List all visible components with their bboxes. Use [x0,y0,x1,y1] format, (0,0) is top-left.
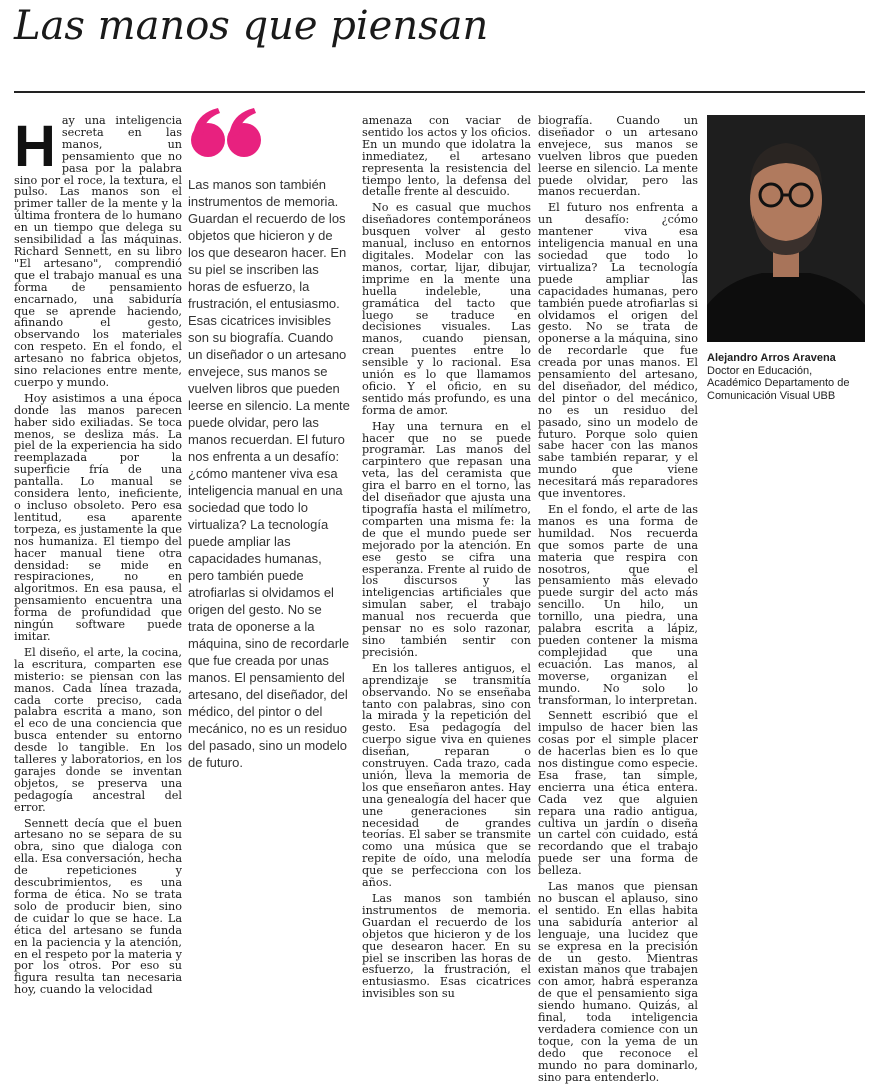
author-name: Alejandro Arros Aravena [707,352,836,364]
author-credential: Académico Departamento de [707,377,850,389]
paragraph: No es casual que muchos diseñadores contemporáneos busquen volver al gesto manual, incluso en entornos digitales. Modelar con las manos, cortar, lijar, dibujar, imprime en la mente una huella indeleble, una gramática del tacto que luego se traduce en decisiones visuales. Las manos, cuando piensan, crean puentes entre lo sensible y lo racional. Esa unión es lo que llamamos oficio. Y el oficio, en su sentido más profundo, es una forma de amor. [362,201,531,417]
column-1 [14,115,182,1000]
paragraph: El diseño, el arte, la cocina, la escritura, comparten ese misterio: se piensan con las manos. Cada línea trazada, cada corte preciso, cada palabra escrita a mano, son el eco de una conciencia que busca entender su entorno desde lo tangible. En los talleres y laboratorios, en los garajes donde se inventan objetos, se preserva una pedagogía ancestral del error. [14,645,182,814]
drop-cap: H [14,114,56,179]
quote-mark-icon [188,104,264,160]
paragraph: amenaza con vaciar de sentido los actos y los oficios. En un mundo que idolatra la inmediatez, el artesano representa la resistencia del tiempo lento, la defensa del detalle frente al descuido. [362,114,531,199]
author-photo [707,115,865,342]
article-title: Las manos que piensan [14,3,489,49]
author-credential: Doctor en Educación, [707,364,813,377]
paragraph: En el fondo, el arte de las manos es una forma de humildad. Nos recuerda que somos parte de una materia que respira con nosotros, que el pensamiento más elevado puede surgir del acto más sencillo. Un hilo, un tornillo, una piedra, una palabra escrita a lápiz, pueden contener la misma complejidad que una ecuación. Las manos, al moverse, organizan el mundo. No solo lo transforman, lo interpretan. [538,503,698,707]
author-byline [707,352,867,402]
column-4 [538,115,698,1088]
pull-quote: Las manos son también instrumentos de memoria. Guardan el recuerdo de los objetos que hicieron y de los que desearon hacer. En su piel se inscriben las horas de esfuerzo, la frustración, el entusiasmo. Esas cicatrices invisibles son su biografía. Cuando un diseñador o un artesano envejece, sus manos se vuelven libros que pueden leerse en silencio. La mente puede olvidar, pero las manos recuerdan. El futuro nos enfrenta a un desafío: ¿cómo mantener viva esa inteligencia manual en una sociedad que todo lo virtualiza? La tecnología puede ampliar las capacidades humanas, pero también puede atrofiarlas si olvidamos el origen del gesto. No se trata de oponerse a la máquina, sino de recordarle que fue creada por unas manos. El pensamiento del artesano, del diseñador, del médico, del pintor o del mecánico, no es un residuo del pasado, sino un modelo de futuro. [188,177,350,770]
column-3 [362,115,531,1004]
author-credential: Comunicación Visual UBB [707,389,836,402]
author-portrait-icon [707,115,865,342]
paragraph: biografía. Cuando un diseñador o un artesano envejece, sus manos se vuelven libros que pueden leerse en silencio. La mente puede olvidar, pero las manos recuerdan. [538,114,698,199]
paragraph: Las manos que piensan no buscan el aplauso, sino el sentido. En ellas habita una sabiduría anterior al lenguaje, una lucidez que se expresa en la precisión de un gesto. Mientras existan manos que trabajen con amor, habrá esperanza de que el pensamiento siga siendo humano. Quizás, al final, toda inteligencia verdadera comience con un toque, con la yema de un dedo que reconoce el mundo no para dominarlo, sino para entenderlo. [538,880,698,1084]
paragraph: Hoy asistimos a una época donde las manos parecen haber sido exiliadas. Se toca menos, se desliza más. La piel de la experiencia ha sido reemplazada por la superficie fría de una pantalla. Lo manual se considera lento, ineficiente, o incluso obsoleto. Pero esa lentitud, esa aparente torpeza, es justamente la que nos humaniza. El tiempo del hacer manual tiene otra densidad: se mide en respiraciones, no en algoritmos. En esa pausa, el pensamiento encuentra una forma de profundidad que ningún software puede imitar. [14,391,182,643]
paragraph: El futuro nos enfrenta a un desafío: ¿cómo mantener viva esa inteligencia manual en una sociedad que todo lo virtualiza? La tecnología puede ampliar las capacidades humanas, pero también puede atrofiarlas si olvidamos el origen del gesto. No se trata de oponerse a la máquina, sino de recordarle que fue creada por unas manos. El pensamiento del artesano, del diseñador, del médico, del pintor o del mecánico, no es un residuo del pasado, sino un modelo de futuro. Porque solo quien sabe hacer con las manos sabe también reparar, y el mundo que viene necesitará más reparadores que inventores. [538,201,698,501]
paragraph: En los talleres antiguos, el aprendizaje se transmitía observando. No se enseñaba tanto con palabras, sino con la mirada y la repetición del gesto. Esa pedagogía del cuerpo sigue viva en quienes diseñan, reparan o construyen. Cada trazo, cada unión, lleva la memoria de los que enseñaron antes. Hay una genealogía del hacer que une generaciones sin necesidad de grandes teorías. El saber se transmite como una música que se repite de oído, una melodía que se perfecciona con los años. [362,661,531,890]
paragraph: Las manos son también instrumentos de memoria. Guardan el recuerdo de los objetos que hicieron y de los que desearon hacer. En su piel se inscriben las horas de esfuerzo, la frustración, el entusiasmo. Esas cicatrices invisibles son su [362,892,531,1001]
title-divider [14,91,865,93]
paragraph: Sennett decía que el buen artesano no se separa de su obra, sino que dialoga con ella. Esa conversación, hecha de repeticiones y descubrimientos, es una forma de ética. No se trata solo de producir bien, sino de cuidar lo que se hace. La ética del artesano se funda en la paciencia y la atención, en el respeto por la materia y por los otros. Por eso su figura resulta tan necesaria hoy, cuando la velocidad [14,816,182,997]
paragraph: Sennett escribió que el impulso de hacer bien las cosas por el simple placer de hacerlas bien es lo que nos distingue como especie. Esa frase, tan simple, encierra una ética entera. Cada vez que alguien repara una radio antigua, cultiva un jardín o diseña un cartel con cuidado, está recordando que el trabajo puede ser una forma de belleza. [538,709,698,878]
paragraph: Hay una inteligencia secreta en las manos, un pensamiento que no pasa por la palabra sino por el roce, la textura, el pulso. Las manos son el primer taller de la mente y la última frontera de lo humano en un tiempo que delega su sensibilidad a las máquinas. Richard Sennett, en su libro "El artesano", comprendió que el trabajo manual es una forma de pensamiento encarnado, una sabiduría que se aprende haciendo, afinando el gesto, observando los materiales con respeto. En el fondo, el artesano no fabrica objetos, sino relaciones entre mente, cuerpo y mundo. [14,114,182,389]
paragraph: Hay una ternura en el hacer que no se puede programar. Las manos del carpintero que repasan una veta, las del ceramista que gira el barro en el torno, las del diseñador que ajusta una tipografía hasta el milímetro, comparten una misma fe: la de que el mundo puede ser mejorado por la atención. En ese gesto se cifra una esperanza. Frente al ruido de los discursos y las inteligencias artificiales que simulan saber, el trabajo manual nos recuerda que pensar no es solo razonar, sino también sentir con precisión. [362,419,531,659]
